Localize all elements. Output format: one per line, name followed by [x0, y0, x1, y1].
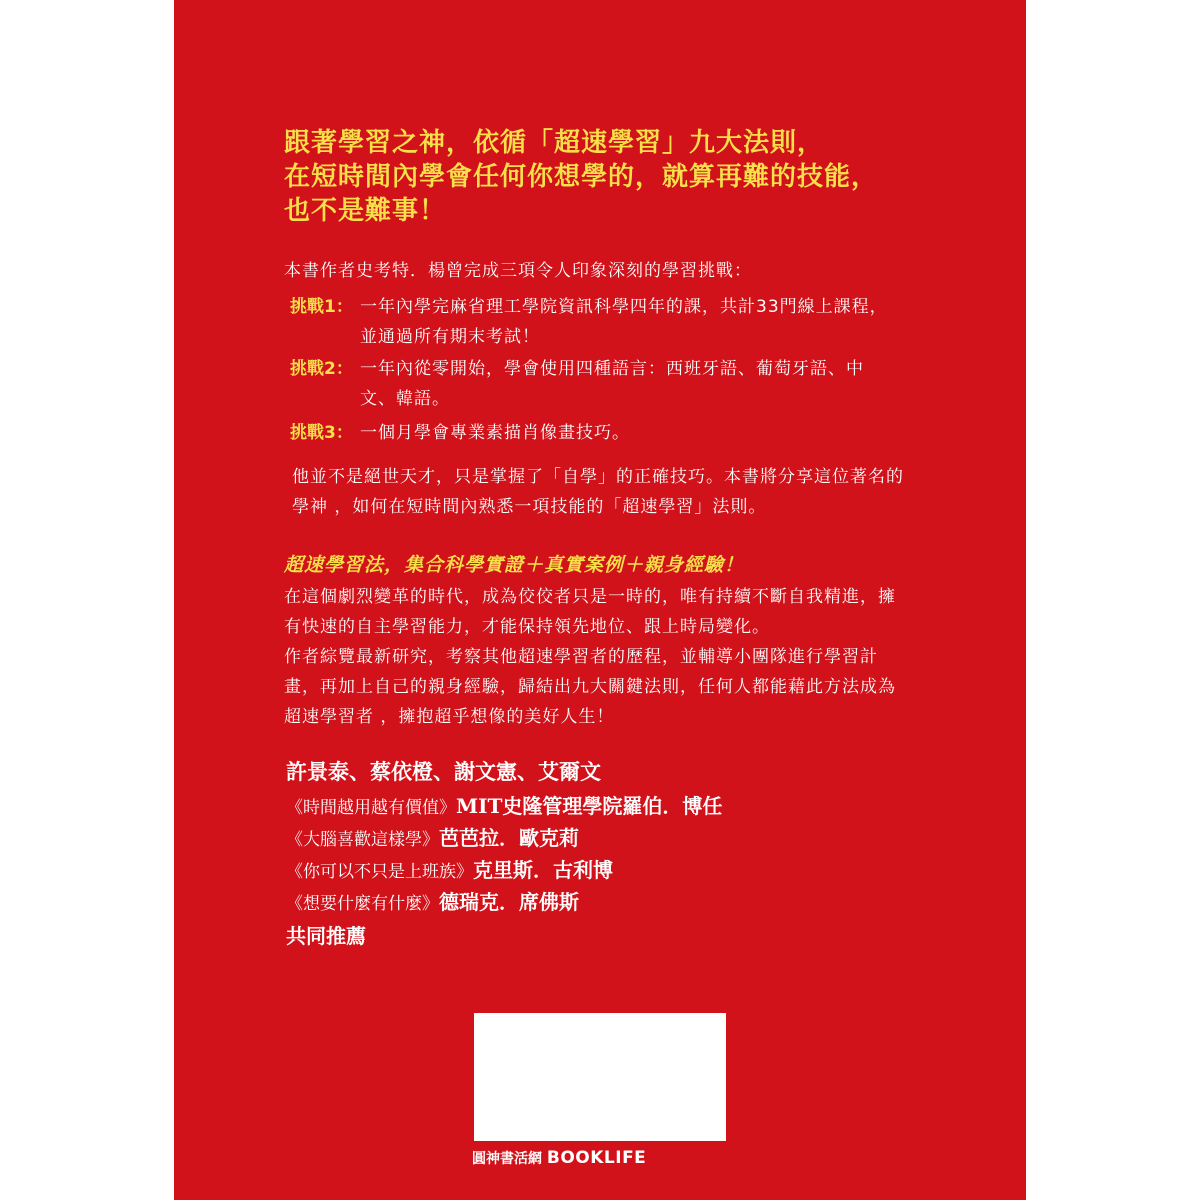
endorser-book-title: 《時間越用越有價值》: [286, 798, 456, 818]
subhead: 超速學習法，集合科學實證＋真實案例＋親身經驗！: [284, 554, 745, 576]
challenge-1-line-1: 一年內學完麻省理工學院資訊科學四年的課，共計33門線上課程，: [360, 297, 888, 317]
description-line-1: 在這個劇烈變革的時代，成為佼佼者只是一時的，唯有持續不斷自我精進，擁: [284, 587, 896, 607]
headline-line-3: 也不是難事！: [284, 196, 447, 226]
endorser-book-title: 《你可以不只是上班族》: [286, 862, 473, 882]
endorser-entry: [286, 822, 579, 856]
challenge-1-label: 挑戰1：: [290, 297, 353, 317]
endorser-name: 芭芭拉．歐克莉: [439, 826, 579, 850]
endorser-name: 克里斯．古利博: [473, 858, 613, 882]
intro-text: 本書作者史考特．楊曾完成三項令人印象深刻的學習挑戰：: [284, 261, 752, 281]
endorser-entry: [286, 854, 613, 888]
endorser-entry: [286, 790, 722, 824]
description-line-5: 超速學習者 ，擁抱超乎想像的美好人生！: [284, 707, 615, 727]
challenge-3-line-1: 一個月學會專業素描肖像畫技巧。: [360, 423, 630, 443]
endorsers-closing: 共同推薦: [286, 924, 366, 948]
challenge-1-line-2: 並通過所有期末考試！: [360, 327, 540, 347]
summary-line-2: 學神 ，如何在短時間內熟悉一項技能的「超速學習」法則。: [292, 497, 767, 517]
description-line-4: 畫，再加上自己的親身經驗，歸結出九大關鍵法則，任何人都能藉此方法成為: [284, 677, 896, 697]
barcode-area: [474, 1013, 726, 1141]
challenge-2-line-1: 一年內從零開始，學會使用四種語言：西班牙語、葡萄牙語、中: [360, 359, 864, 379]
endorser-entry: [286, 886, 579, 920]
endorser-book-title: 《大腦喜歡這樣學》: [286, 830, 439, 850]
endorser-name: MIT史隆管理學院羅伯．博任: [456, 794, 723, 818]
description-line-2: 有快速的自主學習能力，才能保持領先地位、跟上時局變化。: [284, 617, 770, 637]
book-back-cover: [174, 0, 1026, 1200]
challenge-3-label: 挑戰3：: [290, 423, 353, 443]
challenge-2-label: 挑戰2：: [290, 359, 353, 379]
publisher-name: 圓神書活網: [472, 1151, 542, 1167]
endorser-name: 德瑞克．席佛斯: [439, 890, 579, 914]
publisher-logo: [472, 1148, 646, 1168]
endorsers-first-line: 許景泰、蔡依橙、謝文憲、艾爾文: [286, 759, 601, 784]
challenge-2-line-2: 文、韓語。: [360, 389, 450, 409]
endorser-book-title: 《想要什麼有什麼》: [286, 894, 439, 914]
headline-line-2: 在短時間內學會任何你想學的，就算再難的技能，: [284, 162, 879, 192]
description-line-3: 作者綜覽最新研究，考察其他超速學習者的歷程，並輔導小團隊進行學習計: [284, 647, 878, 667]
publisher-brand: BOOKLIFE: [546, 1148, 647, 1168]
summary-line-1: 他並不是絕世天才，只是掌握了「自學」的正確技巧。本書將分享這位著名的: [292, 467, 904, 487]
headline-line-1: 跟著學習之神，依循「超速學習」九大法則，: [284, 128, 825, 158]
